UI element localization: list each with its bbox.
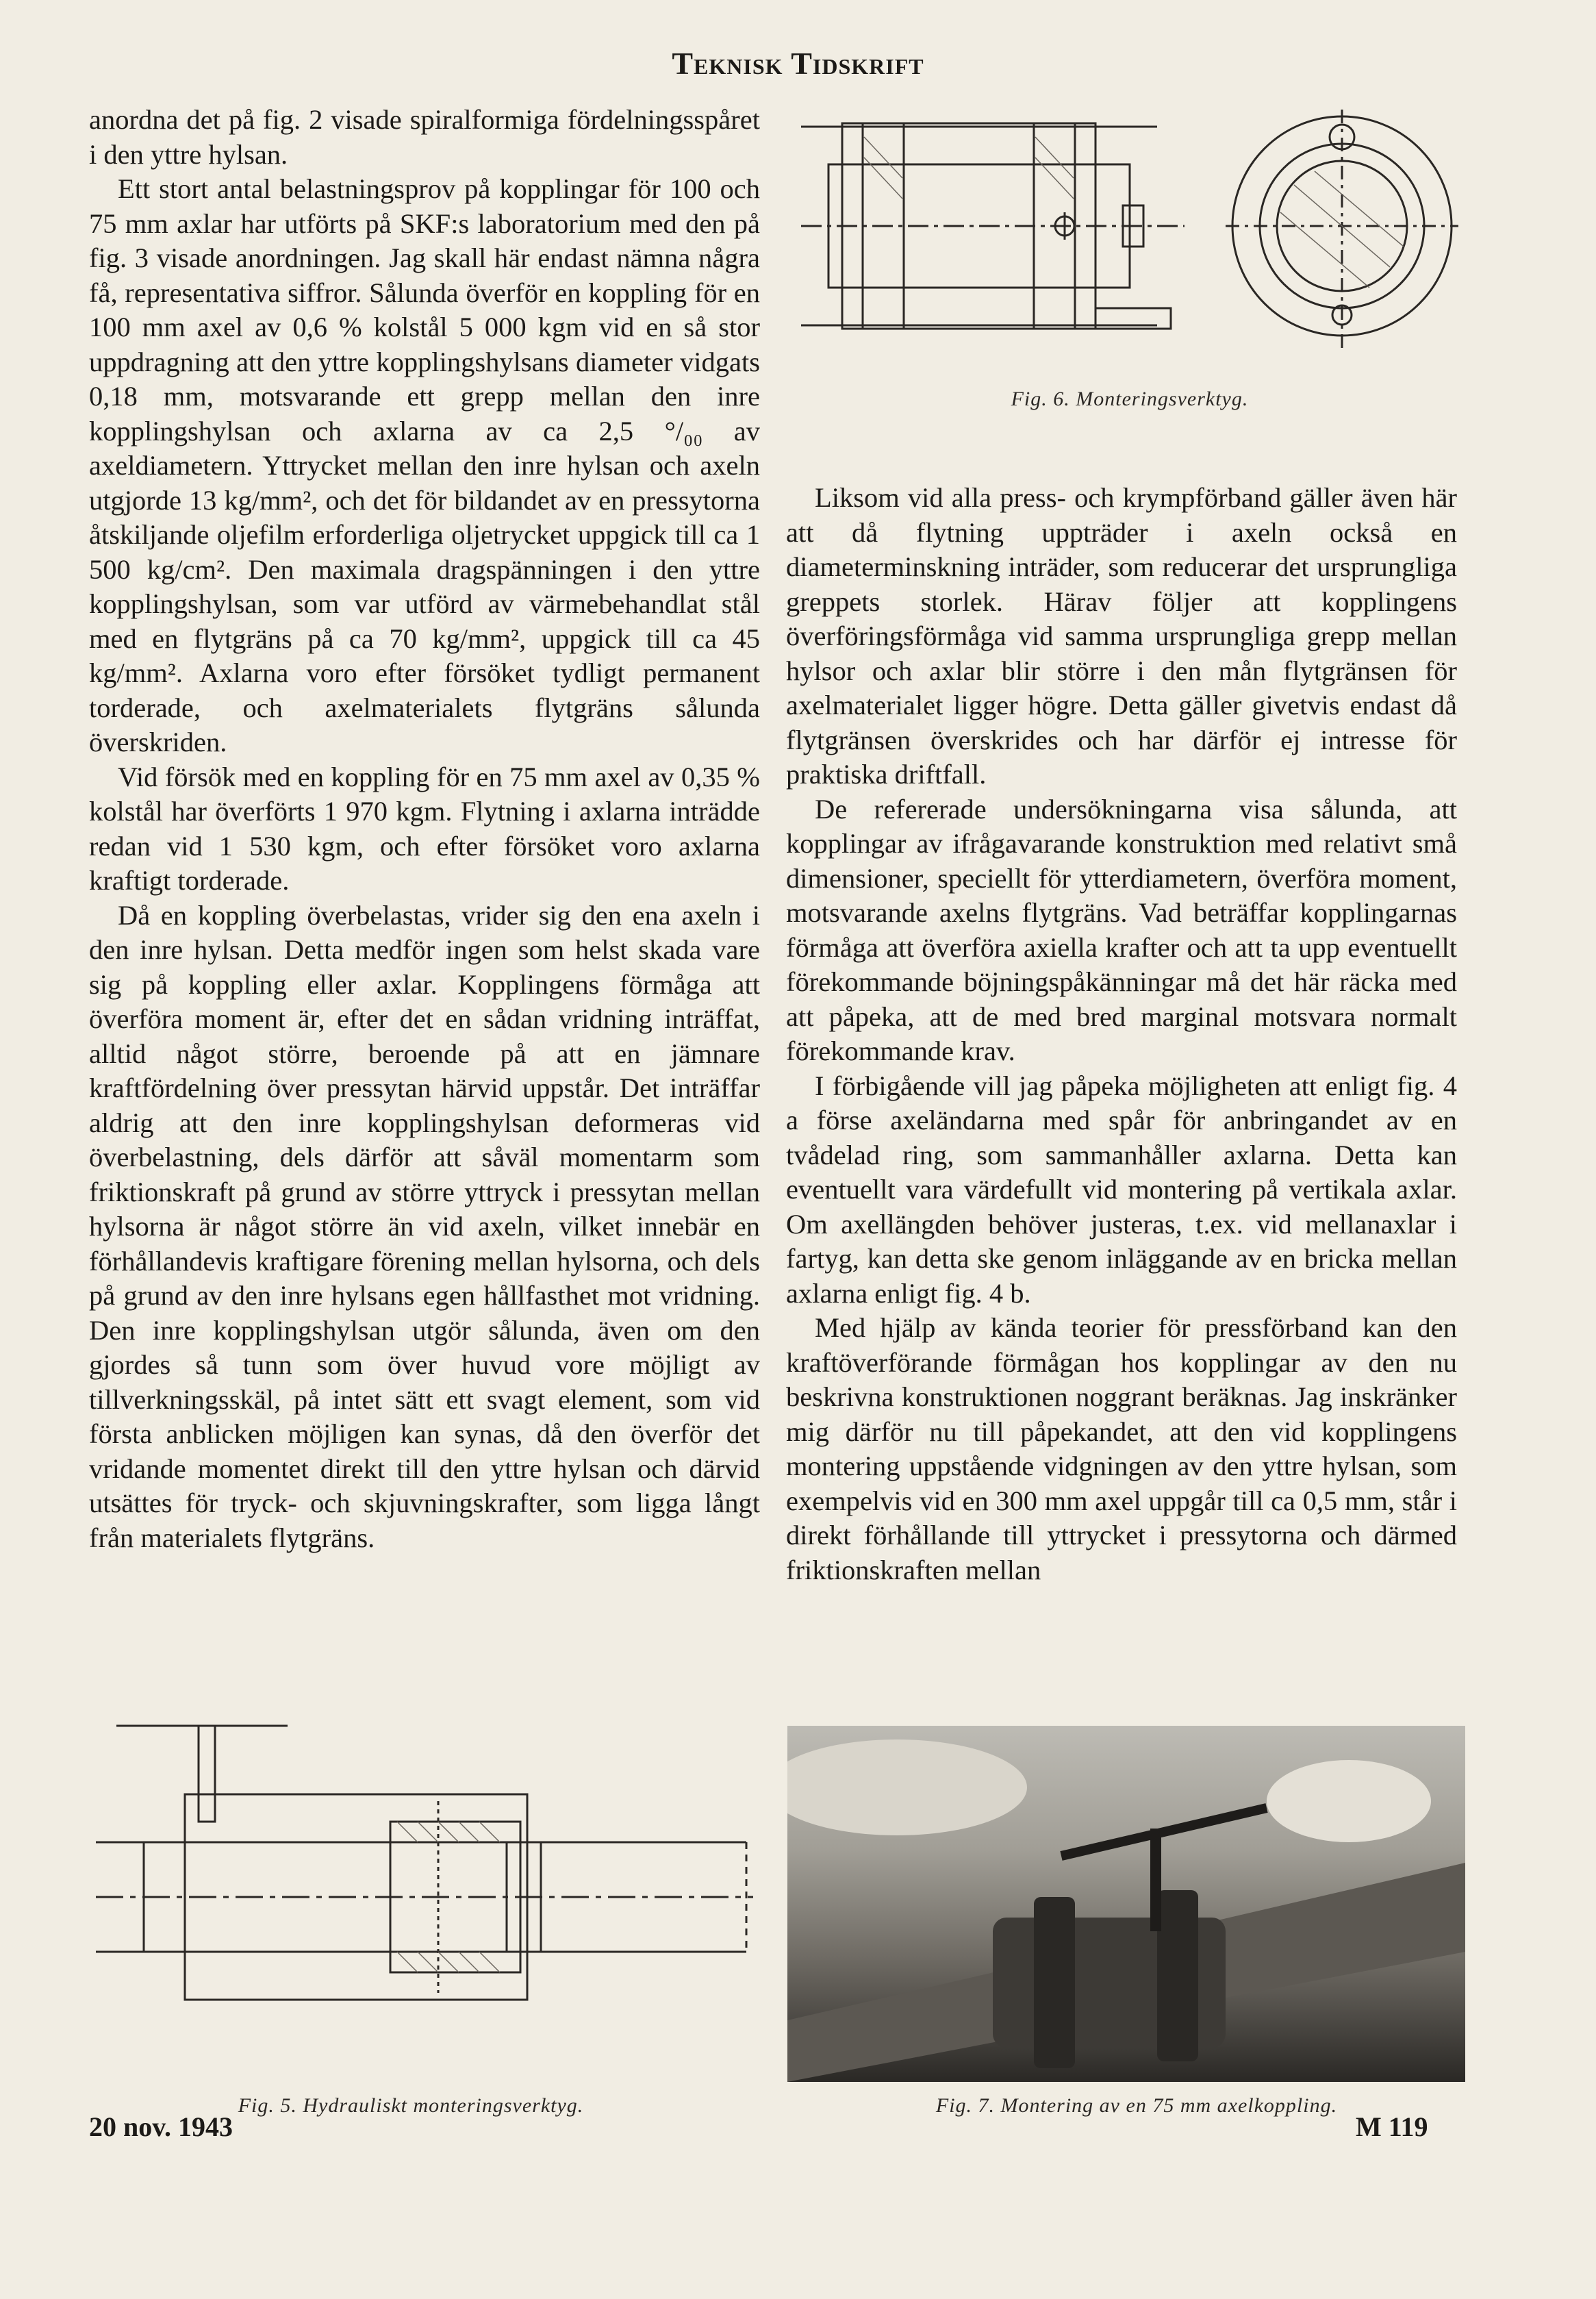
paragraph: Ett stort antal belastningsprov på kopplingar för 100 och 75 mm axlar har utförts på SKF:s laboratorium med den på fig. 3 visade anordningen. Jag skall här endast nämna några få, representativa siffror. Sålunda överför en koppling för en 100 mm axel av 0,6 % kolstål 5 000 kgm vid en så stor uppdragning att den yttre kopplingshylsans diameter vidgats 0,18 mm, motsvarande ett grepp mellan den inre kopplingshylsan och axlarna av ca 2,5 °/₀₀ av axeldiametern. Yttrycket mellan den inre hylsan och axeln utgjorde 13 kg/mm², och det för bildandet av en pressytorna åtskiljande oljefilm erforderliga oljetrycket uppgick till ca 1 500 kg/cm². Den maximala dragspänningen i den yttre kopplingshylsan, som var utförd av värmebehandlat stål med en flytgräns på ca 70 kg/mm², uppgick till ca 45 kg/mm². Axlarna voro efter försöket tydligt permanent torderade, och axelmaterialets flytgräns sålunda överskriden. xyxy=(89,173,760,757)
footer-page-number: M 119 xyxy=(1356,2111,1428,2142)
paragraph: Liksom vid alla press- och krympförband gäller även här att då flytning uppträder i axeln också en diameterminskning inträder, som reducerar det ursprungliga greppets storlek. Härav följer att kopplingens överföringsförmåga vid samma ursprungliga grepp mellan hylsor och axlar blir större i den mån flytgränsen för axelmaterialet ligger högre. Detta gäller givetvis endast då flytgränsen överskrides och har därför ej intresse för praktiska driftfall. xyxy=(786,482,1457,790)
paragraph: Då en koppling överbelastas, vrider sig den ena axeln i den inre hylsan. Detta medför ingen som helst skada vare sig på koppling eller axlar. Kopplingens förmåga att överföra moment är, efter det en sådan vridning inträffat, alltid något större, beroende på att en jämnare kraftfördelning över pressytan härvid uppstår. Det inträffar aldrig att den inre kopplingshylsan deformeras vid överbelastning, dels därför att såväl momentarm som friktionskraft på grund av större yttryck i pressytan mellan hylsorna är något större än vid axeln, vilket innebär en förhållandevis kraftigare förening mellan hylsorna, och dels på grund av den inre hylsans egen hållfasthet mot vridning. Den inre kopplingshylsan utgör sålunda, även om den gjordes så tunn som över huvud vore möjligt av tillverkningsskäl, på intet sätt ett svagt element, som vid första anblicken möjligen kan synas, då den överför det vridande momentet direkt till den yttre hylsan och därvid utsättes för tryck- och skjuvningskrafter, som ligga långt från materialets flytgräns. xyxy=(89,899,760,1553)
paragraph: Med hjälp av kända teorier för pressförband kan den kraftöverförande förmågan hos kopplingar av den nu beskrivna konstruktionen noggrant beräknas. Jag inskränker mig därför nu till påpekandet, att den vid kopplingens montering uppstående vidgningen av den yttre hylsan, som exempelvis vid en 300 mm axel uppgår till ca 0,5 mm, står i direkt förhållande till yttrycket i pressytorna och därmed friktionskraften mellan xyxy=(786,1312,1457,1585)
figure-6-drawing xyxy=(801,110,1479,356)
figure-5-drawing xyxy=(96,1719,753,2089)
left-column xyxy=(89,103,760,1555)
paragraph: De refererade undersökningarna visa sålunda, att kopplingar av ifrågavarande konstruktion med relativt små dimensioner, speciellt för ytterdiametern, överföra moment, motsvarande axelns flytgräns. Vad beträffar kopplingarnas förmåga att överföra axiella krafter och att ta upp eventuellt förekommande böjningspåkänningar må det här räcka med att påpeka, att de med bred marginal motsvara normalt förekommande krav. xyxy=(786,793,1457,1066)
paragraph: anordna det på fig. 2 visade spiralformiga fördelningsspåret i den yttre hylsan. xyxy=(89,104,760,170)
figure-5-caption: Fig. 5. Hydrauliskt monteringsverktyg. xyxy=(238,2094,584,2117)
figure-7-photo xyxy=(787,1726,1465,2082)
paragraph: Vid försök med en koppling för en 75 mm axel av 0,35 % kolstål har överförts 1 970 kgm. Flytning i axlarna inträdde redan vid 1 530 kgm, och efter försöket voro axlarna kraftigt torderade. xyxy=(89,761,760,896)
figure-7-caption: Fig. 7. Montering av en 75 mm axelkoppling. xyxy=(935,2094,1338,2117)
coupling-photo-illustration xyxy=(787,1726,1465,2082)
figure-6-caption: Fig. 6. Monteringsverktyg. xyxy=(1011,388,1249,410)
footer-date: 20 nov. 1943 xyxy=(89,2111,233,2142)
paragraph: I förbigående vill jag påpeka möjligheten att enligt fig. 4 a förse axeländarna med spår för anbringandet av en tvådelad ring, som sammanhåller axlarna. Detta kan eventuellt vara värdefullt vid montering på vertikala axlar. Om axellängden behöver justeras, t.ex. vid mellanaxlar i fartyg, kan detta ske genom inläggande av en bricka mellan axlarna enligt fig. 4 b. xyxy=(786,1070,1457,1309)
journal-header: Teknisk Tidskrift xyxy=(672,46,924,81)
